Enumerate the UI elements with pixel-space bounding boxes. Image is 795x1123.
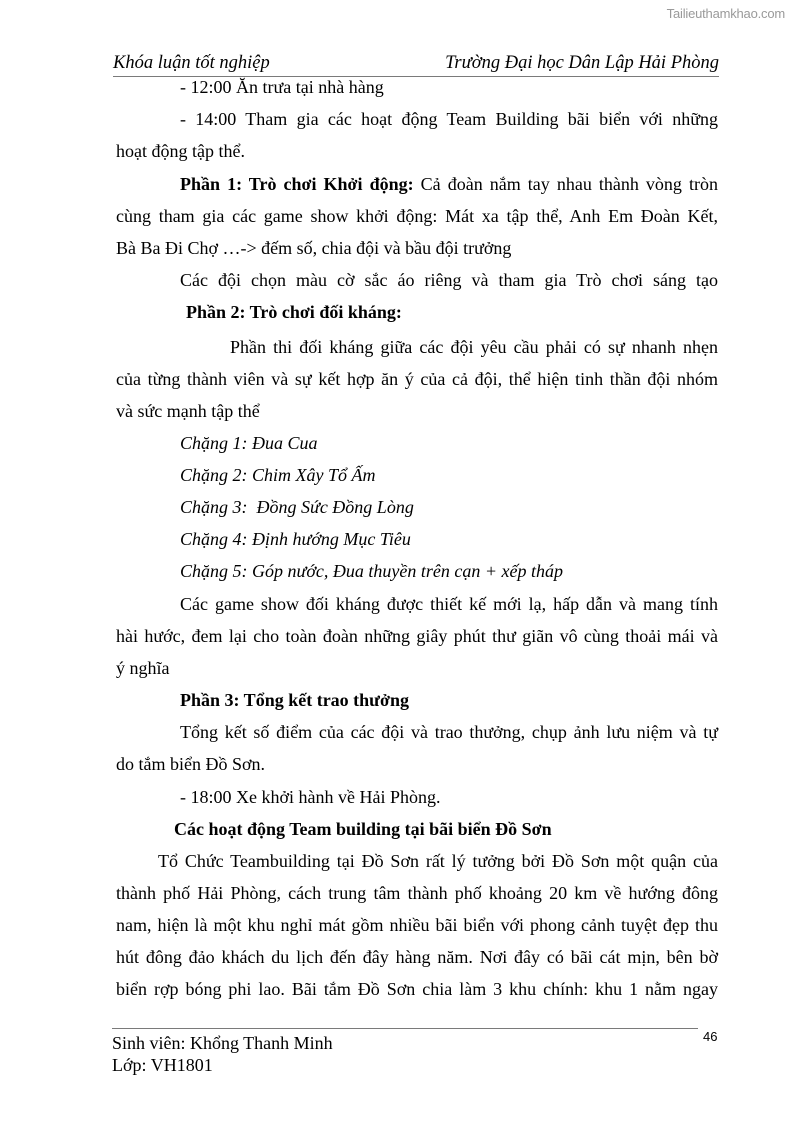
page-header <box>113 50 719 77</box>
part1-paragraph <box>116 171 718 197</box>
section-heading: Các hoạt động Team building tại bãi biển Đồ Sơn <box>174 819 552 839</box>
part2-heading: Phần 2: Trò chơi đối kháng: <box>186 302 402 322</box>
schedule-item: - 12:00 Ăn trưa tại nhà hàng <box>180 77 384 97</box>
schedule-item: - 14:00 Tham gia các hoạt động Team Building bãi biển với những <box>180 109 718 129</box>
paragraph-line: ý nghĩa <box>116 658 170 678</box>
page-footer <box>112 1032 333 1076</box>
footer-class: Lớp: VH1801 <box>112 1055 213 1075</box>
stage-item: Chặng 1: Đua Cua <box>180 433 318 453</box>
paragraph-line: và sức mạnh tập thể <box>116 401 260 421</box>
header-right: Trường Đại học Dân Lập Hải Phòng <box>445 53 719 73</box>
footer-divider <box>112 1028 698 1029</box>
part1-label: Phần 1: Trò chơi Khởi động: <box>180 174 414 194</box>
paragraph-line: Tổ Chức Teambuilding tại Đồ Sơn rất lý tưởng bởi Đồ Sơn một quận của <box>158 851 718 871</box>
paragraph-line: của từng thành viên và sự kết hợp ăn ý của cả đội, thể hiện tinh thần đội nhóm <box>116 369 718 389</box>
footer-student: Sinh viên: Khổng Thanh Minh <box>112 1033 333 1053</box>
paragraph-line: hoạt động tập thể. <box>116 141 245 161</box>
paragraph-line: thành phố Hải Phòng, cách trung tâm thành phố khoảng 20 km về hướng đông <box>116 883 718 903</box>
part3-heading: Phần 3: Tổng kết trao thưởng <box>180 690 409 710</box>
page-number: 46 <box>703 1029 718 1044</box>
paragraph-line: do tắm biển Đồ Sơn. <box>116 754 266 774</box>
paragraph-line: Các đội chọn màu cờ sắc áo riêng và tham gia Trò chơi sáng tạo <box>180 270 718 290</box>
header-left: Khóa luận tốt nghiệp <box>113 53 270 73</box>
part1-text: Cả đoàn nắm tay nhau thành vòng tròn <box>413 174 718 194</box>
paragraph-line: Tổng kết số điểm của các đội và trao thưởng, chụp ảnh lưu niệm và tự <box>180 722 718 742</box>
stage-item: Chặng 3: Đồng Sức Đồng Lòng <box>180 497 414 517</box>
paragraph-line: hài hước, đem lại cho toàn đoàn những giây phút thư giãn vô cùng thoải mái và <box>116 626 718 646</box>
paragraph-line: cùng tham gia các game show khởi động: Mát xa tập thể, Anh Em Đoàn Kết, <box>116 206 718 226</box>
paragraph-line: Các game show đối kháng được thiết kế mới lạ, hấp dẫn và mang tính <box>180 594 718 614</box>
paragraph-line: Phần thi đối kháng giữa các đội yêu cầu phải có sự nhanh nhẹn <box>230 337 718 357</box>
stage-item: Chặng 5: Góp nước, Đua thuyền trên cạn + xếp tháp <box>180 561 564 581</box>
stage-item: Chặng 4: Định hướng Mục Tiêu <box>180 529 411 549</box>
paragraph-line: biển rợp bóng phi lao. Bãi tắm Đồ Sơn chia làm 3 khu chính: khu 1 nằm ngay <box>116 979 718 999</box>
schedule-item: - 18:00 Xe khởi hành về Hải Phòng. <box>180 787 441 807</box>
watermark: Tailieuthamkhao.com <box>666 6 785 21</box>
stage-item: Chặng 2: Chim Xây Tổ Ấm <box>180 465 376 485</box>
paragraph-line: nam, hiện là một khu nghỉ mát gồm nhiều bãi biển với phong cảnh tuyệt đẹp thu <box>116 915 718 935</box>
paragraph-line: hút đông đảo khách du lịch đến đây hàng năm. Nơi đây có bãi cát mịn, bên bờ <box>116 947 718 967</box>
paragraph-line: Bà Ba Đi Chợ …-> đếm số, chia đội và bầu đội trưởng <box>116 238 512 258</box>
